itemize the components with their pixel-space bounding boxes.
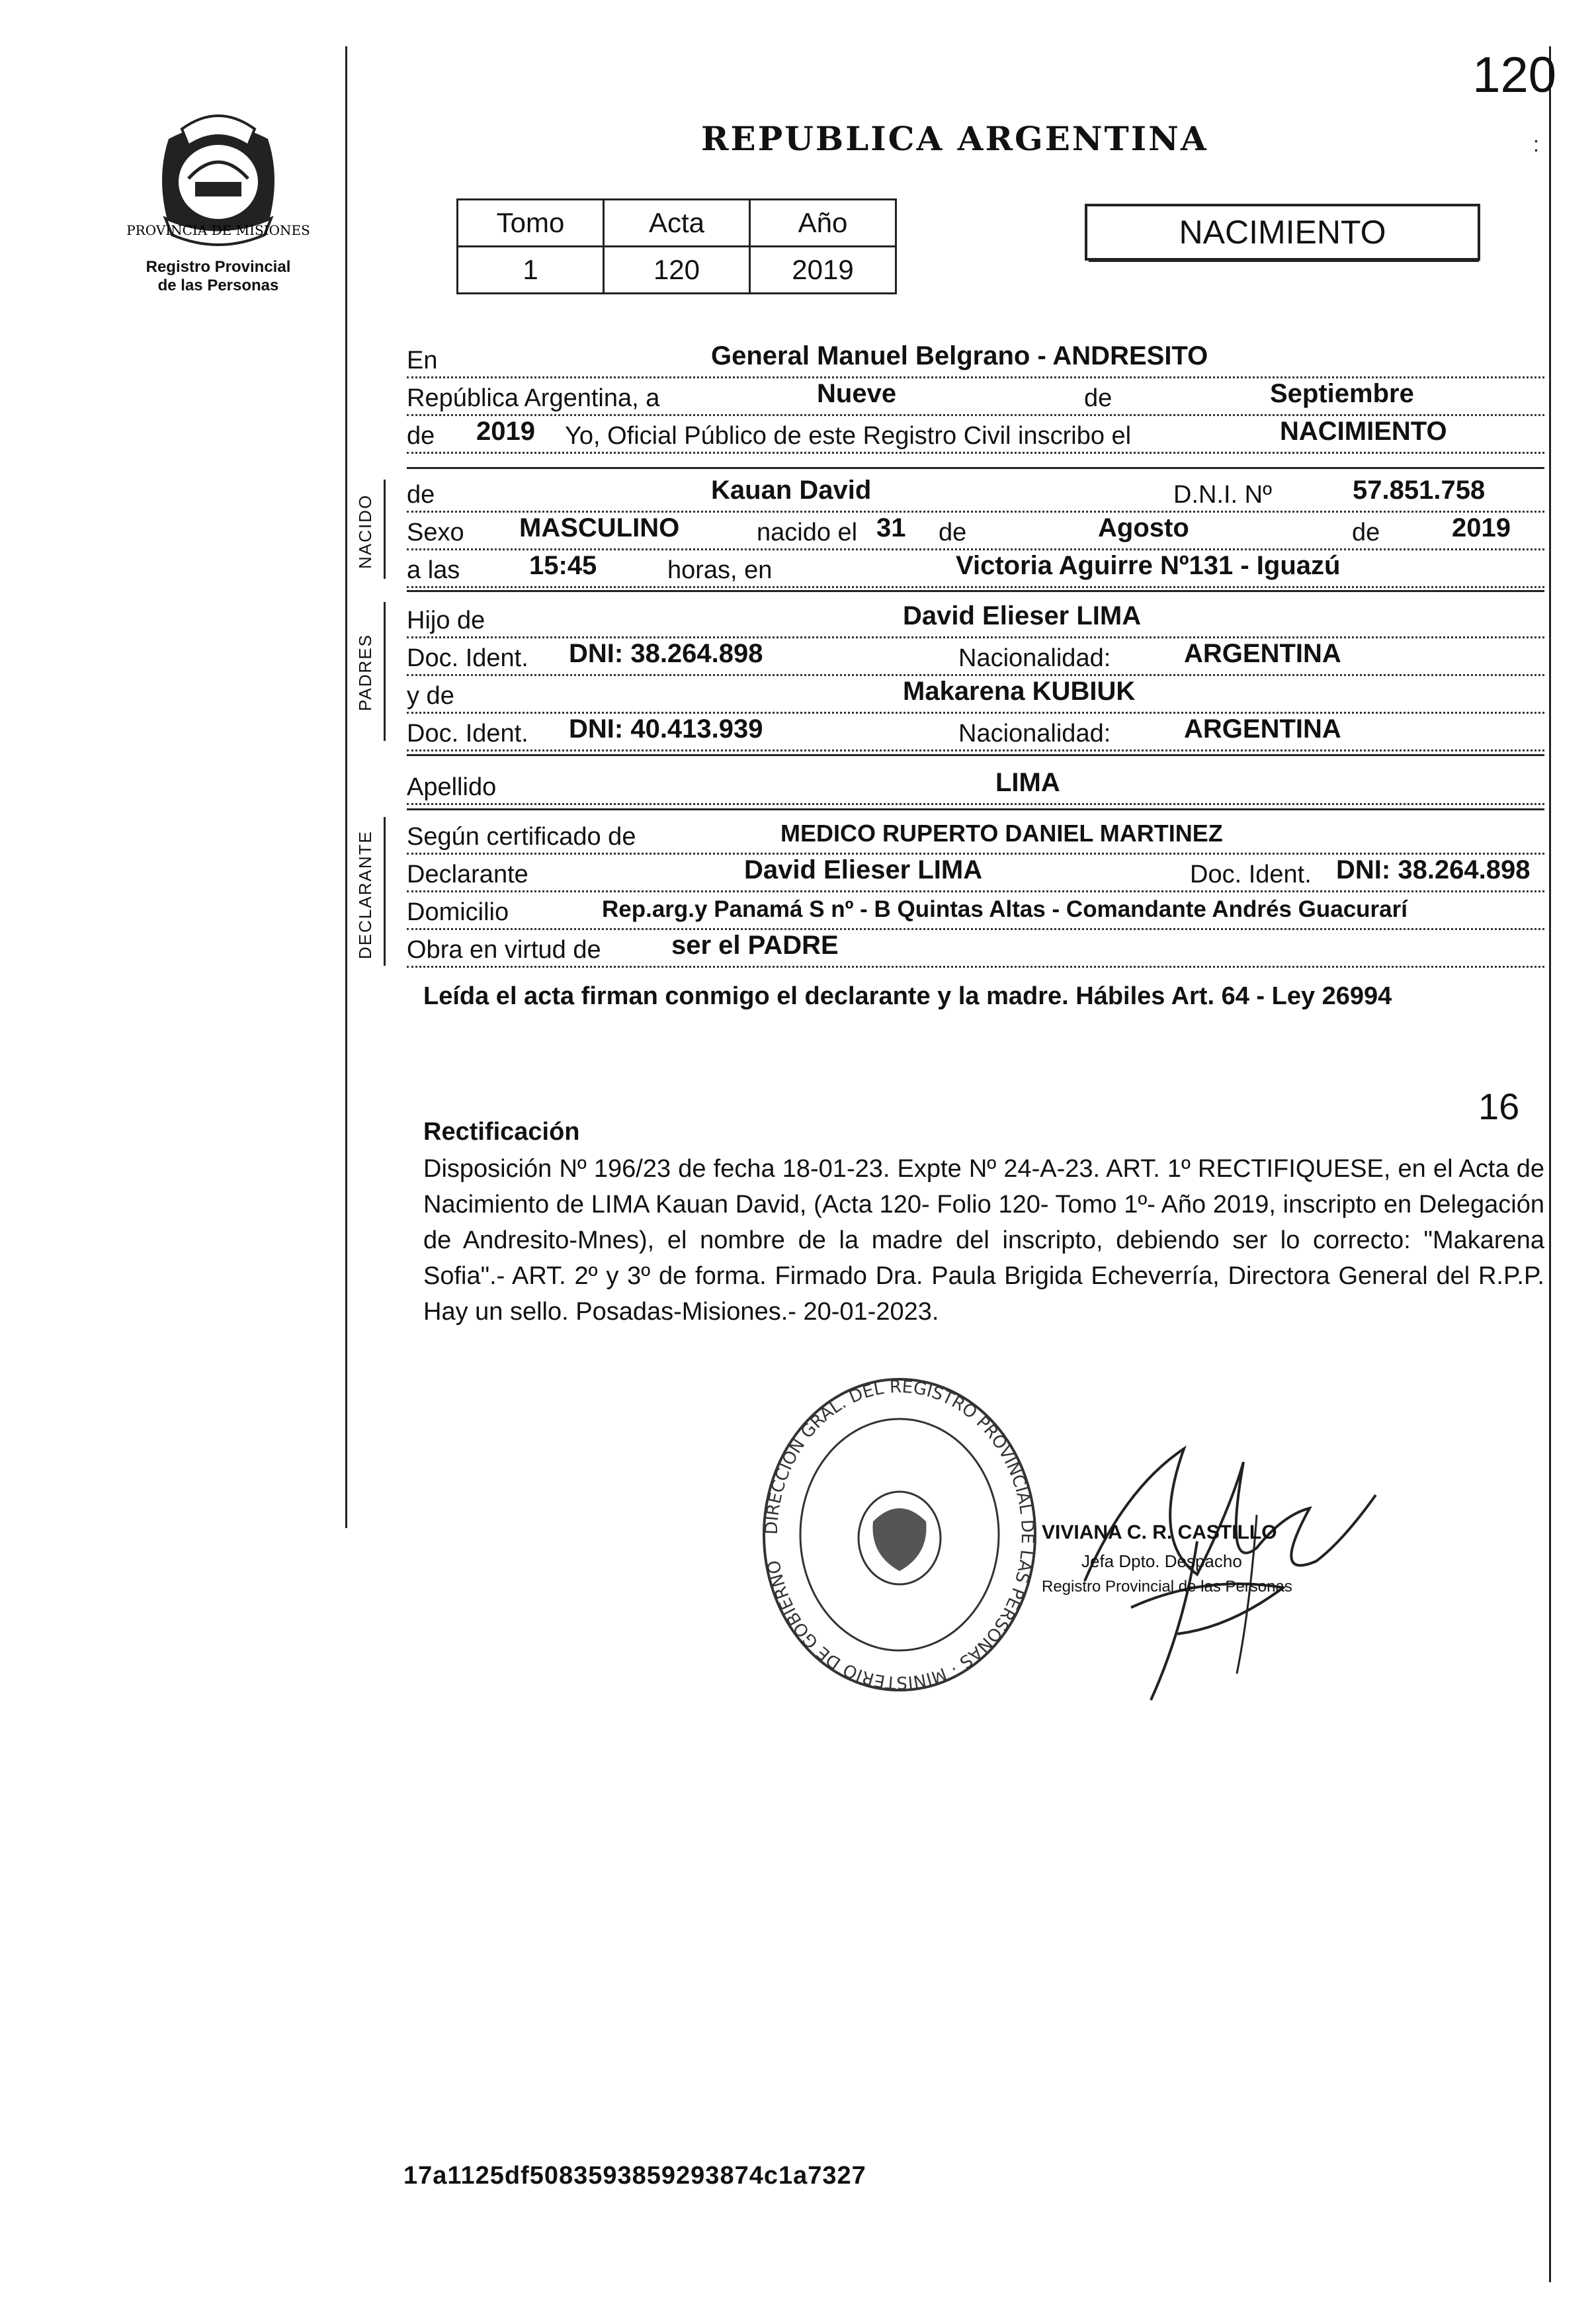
birth-month-value: Agosto: [1098, 513, 1189, 542]
declarante-name-value: David Elieser LIMA: [744, 855, 983, 884]
act-type-box-shadow: [1089, 259, 1479, 262]
act-type-box: NACIMIENTO: [1085, 204, 1480, 261]
nacido-bracket: [384, 480, 386, 579]
father-name-value: David Elieser LIMA: [903, 601, 1142, 630]
domicilio-label: Domicilio: [407, 898, 511, 927]
declarante-label: Declarante: [407, 861, 531, 889]
sexo-label: Sexo: [407, 519, 467, 547]
declarante-line-cert: [407, 817, 1544, 855]
domicilio-value: Rep.arg.y Panamá S nº - B Quintas Altas - Comandante Andrés Guacurarí: [602, 896, 1407, 922]
dni-label: D.N.I. Nº: [1171, 481, 1275, 509]
apellido-line: [407, 767, 1544, 805]
official-seal-stamp: [754, 1369, 1045, 1700]
signer-organization: Registro Provincial de las Personas: [1042, 1578, 1292, 1596]
declarante-doc-label: Doc. Ident.: [1187, 861, 1314, 889]
day-value: Nueve: [817, 379, 897, 408]
year-value: 2019: [476, 417, 535, 446]
birth-place-value: Victoria Aguirre Nº131 - Iguazú: [956, 551, 1341, 580]
birth-de2-label: de: [1349, 519, 1382, 547]
obra-value: ser el PADRE: [671, 931, 839, 960]
apellido-value: LIMA: [995, 768, 1060, 797]
section-separator-2: [407, 590, 1544, 592]
declarante-bracket: [384, 817, 386, 966]
left-margin-line: [345, 46, 347, 1528]
nacido-line-sex: [407, 513, 1544, 550]
month-value: Septiembre: [1270, 379, 1414, 408]
mother-doc-label: Doc. Ident.: [407, 720, 531, 748]
en-label: En: [407, 347, 440, 375]
intro-line-place: [407, 341, 1544, 378]
section-separator-4: [407, 808, 1544, 810]
colon-mark: :: [1533, 132, 1539, 156]
father-nac-value: ARGENTINA: [1184, 639, 1341, 668]
hijo-de-label: Hijo de: [407, 607, 487, 635]
register-value-ano: 2019: [750, 247, 896, 294]
padres-line-mother-doc: [407, 714, 1544, 751]
document-title: REPUBLICA ARGENTINA: [701, 119, 1208, 158]
page-number: 120: [1472, 47, 1556, 103]
declarante-line-obra: [407, 930, 1544, 968]
nacido-el-label: nacido el: [754, 519, 860, 547]
yo-label: Yo, Oficial Público de este Registro Civil inscribo el: [562, 422, 1134, 450]
section-label-declarante: DECLARANTE: [355, 830, 375, 959]
father-nac-label: Nacionalidad:: [956, 644, 1113, 673]
section-label-nacido: NACIDO: [355, 493, 375, 569]
mother-nac-label: Nacionalidad:: [956, 720, 1113, 748]
register-value-tomo: 1: [458, 247, 604, 294]
seal-lettering: DIRECCION GRAL. DEL REGISTRO PROVINCIAL DE LAS PERSONAS · MINISTERIO DE GOBIERNO: [761, 1377, 1038, 1693]
declarante-line-name: [407, 855, 1544, 892]
declarante-line-domicilio: [407, 892, 1544, 930]
signer-role: Jefa Dpto. Despacho: [1081, 1551, 1242, 1571]
birth-de-label: de: [936, 519, 969, 547]
logo-lettering: PROVINCIA DE MISIONES: [126, 222, 310, 238]
signer-name: VIVIANA C. R. CASTILLO: [1042, 1521, 1277, 1543]
rectificacion-title: Rectificación: [423, 1118, 580, 1146]
birth-time-value: 15:45: [529, 551, 597, 580]
de2-label: de: [407, 422, 437, 450]
mother-nac-value: ARGENTINA: [1184, 714, 1341, 744]
rectificacion-body: Disposición Nº 196/23 de fecha 18-01-23. Expte Nº 24-A-23. ART. 1º RECTIFIQUESE, en el Acta de Nacimiento de LIMA Kauan David, (Acta 120- Folio 120- Tomo 1º- Año 2019, inscripto en Delegación de Andresito-Mnes), el nombre de la madre del inscripto, debiendo ser lo correcto: "Makarena Sofia".- ART. 2º y 3º de forma. Firmado Dra. Paula Brigida Echeverría, Directora General del R.P.P. Hay un sello. Posadas-Misiones.- 20-01-2023.: [423, 1155, 1544, 1326]
certificado-label: Según certificado de: [407, 823, 638, 851]
apellido-label: Apellido: [407, 773, 499, 802]
padres-line-father-doc: [407, 638, 1544, 676]
obra-label: Obra en virtud de: [407, 936, 604, 964]
child-dni-value: 57.851.758: [1353, 476, 1486, 505]
de-label: de: [1081, 384, 1114, 413]
child-name-value: Kauan David: [711, 476, 872, 505]
register-header-acta: Acta: [604, 200, 750, 247]
register-header-ano: Año: [750, 200, 896, 247]
padres-bracket: [384, 602, 386, 741]
register-value-row: [458, 247, 896, 294]
nacido-line-time: [407, 550, 1544, 588]
birth-year-value: 2019: [1452, 513, 1511, 542]
register-header-tomo: Tomo: [458, 200, 604, 247]
right-margin-line: [1549, 46, 1551, 2282]
declarante-doc-value: DNI: 38.264.898: [1336, 855, 1531, 884]
intro-line-year: [407, 416, 1544, 454]
alas-label: a las: [407, 556, 462, 585]
sexo-value: MASCULINO: [519, 513, 680, 542]
y-de-label: y de: [407, 682, 457, 710]
document-hash: 17a1125df5083593859293874c1a7327: [403, 2162, 866, 2190]
intro-line-date: [407, 378, 1544, 416]
register-table: [456, 198, 897, 294]
act-value: NACIMIENTO: [1280, 417, 1447, 446]
section-separator-3: [407, 754, 1544, 756]
office-line-2: de las Personas: [157, 277, 279, 294]
padres-line-father: [407, 601, 1544, 638]
section-label-padres: PADRES: [355, 634, 375, 711]
nacido-de-label: de: [407, 481, 437, 509]
nacido-line-name: [407, 475, 1544, 513]
padres-line-mother: [407, 676, 1544, 714]
register-value-acta: 120: [604, 247, 750, 294]
office-line-1: Registro Provincial: [146, 258, 291, 276]
certificado-value: MEDICO RUPERTO DANIEL MARTINEZ: [780, 820, 1223, 847]
office-name: [112, 258, 324, 295]
mother-doc-value: DNI: 40.413.939: [569, 714, 763, 744]
register-header-row: [458, 200, 896, 247]
republica-label: República Argentina, a: [407, 384, 662, 413]
birth-day-value: 31: [876, 513, 906, 542]
horas-label: horas, en: [665, 556, 775, 585]
mother-name-value: Makarena KUBIUK: [903, 677, 1136, 706]
annotation-number: 16: [1478, 1086, 1520, 1127]
father-doc-label: Doc. Ident.: [407, 644, 531, 673]
province-coat-of-arms-logo: [126, 99, 310, 258]
section-separator-1: [407, 467, 1544, 469]
place-value: General Manuel Belgrano - ANDRESITO: [711, 341, 1208, 370]
closing-statement: Leída el acta firman conmigo el declarante y la madre. Hábiles Art. 64 - Ley 26994: [423, 982, 1392, 1010]
father-doc-value: DNI: 38.264.898: [569, 639, 763, 668]
